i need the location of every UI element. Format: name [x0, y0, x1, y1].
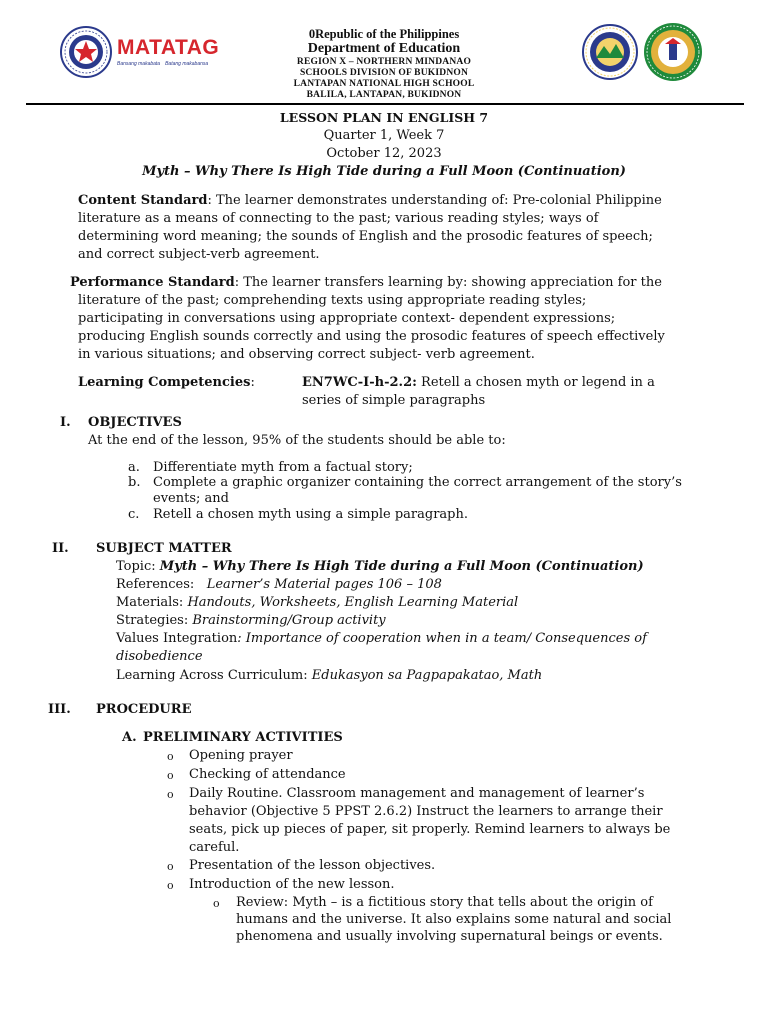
topic-title: – Why There Is High Tide during a Full Moon (Continuation): [197, 559, 644, 574]
topic-myth: Myth: [159, 559, 198, 574]
strategies-label: Strategies:: [116, 613, 193, 628]
objective-letter: c.: [128, 507, 140, 522]
quarter-week: Quarter 1, Week 7: [323, 128, 445, 143]
performance-standard: [70, 274, 700, 364]
objectives-numeral: I.: [60, 415, 71, 430]
header-department: Department of Education: [307, 41, 461, 56]
header-address: BALILA, LANTAPAN, BUKIDNON: [306, 90, 462, 100]
matatag-tagline-1: Bansang makabata: [117, 61, 161, 67]
objectives-intro: At the end of the lesson, 95% of the students should be able to:: [88, 433, 506, 448]
across-label: Learning Across Curriculum:: [116, 668, 312, 683]
references-label: References:: [116, 577, 207, 592]
header-division: SCHOOLS DIVISION OF BUKIDNON: [299, 68, 469, 78]
topic-label: Topic:: [116, 559, 160, 574]
values-integration: [116, 630, 700, 666]
header-divider: [26, 103, 744, 105]
school-seal-logo: [643, 22, 703, 82]
values-label: Values Integration: [116, 631, 238, 646]
lesson-topic-title: Myth – Why There Is High Tide during a Full Moon (Continuation): [142, 164, 626, 179]
bullet-icon: o: [213, 897, 220, 910]
activity-item: Daily Routine. Classroom management and management of learner’s behavior (Objective 5 PPST 2.6.2) Instruct the learners to arrange their seats, pick up pieces of paper, sit properly. Remind learners to always be careful.: [189, 786, 671, 855]
lesson-plan-title: LESSON PLAN IN ENGLISH 7: [279, 110, 489, 125]
review-definition: Review: Myth – is a fictitious story that tells about the origin of humans and the universe. It also explains some natural and social phenomena and usually involving supernatural beings or events.: [236, 895, 672, 944]
competency-code: EN7WC-I-h-2.2:: [302, 375, 417, 390]
bullet-icon: o: [167, 750, 174, 763]
objective-letter: a.: [128, 460, 140, 475]
materials-line: [116, 594, 518, 612]
bullet-icon: o: [167, 769, 174, 782]
preliminary-heading: PRELIMINARY ACTIVITIES: [143, 730, 343, 745]
performance-standard-line: literature of the past; comprehending texts using appropriate reading styles;: [78, 293, 587, 308]
header-republic: 0Republic of the Philippines: [308, 27, 460, 41]
lesson-date: October 12, 2023: [326, 146, 442, 161]
procedure-heading: PROCEDURE: [96, 702, 192, 717]
preliminary-letter: A.: [122, 730, 137, 745]
strategies-line: [116, 612, 386, 630]
performance-standard-line: participating in conversations using appropriate context- dependent expressions;: [78, 311, 616, 326]
matatag-wordmark: MATATAG: [117, 36, 220, 59]
bullet-icon: o: [167, 860, 174, 873]
header-school: LANTAPAN NATIONAL HIGH SCHOOL: [293, 79, 475, 89]
across-curriculum-line: [116, 667, 542, 685]
bullet-icon: o: [167, 788, 174, 801]
objectives-heading: OBJECTIVES: [88, 415, 182, 430]
performance-standard-line: in various situations; and observing correct subject- verb agreement.: [78, 347, 535, 362]
activity-item: Checking of attendance: [189, 767, 346, 782]
competency-text: Retell a chosen myth or legend in a: [416, 375, 655, 390]
competencies-label: Learning Competencies:: [78, 375, 255, 390]
values-value: disobedience: [116, 649, 203, 664]
performance-standard-line: : The learner transfers learning by: showing appreciation for the: [234, 275, 662, 290]
across-value: Edukasyon sa Pagpapakatao, Math: [311, 668, 543, 683]
topic-line: [116, 558, 644, 576]
references-line: [116, 576, 442, 594]
performance-standard-label: Performance Standard: [70, 275, 235, 290]
references-value: Learner’s Material pages 106 – 108: [206, 577, 442, 592]
materials-value: Handouts, Worksheets, English Learning Material: [187, 595, 519, 610]
content-standard-line: : The learner demonstrates understanding of: Pre-colonial Philippine: [207, 193, 662, 208]
content-standard: [78, 192, 700, 264]
competency: [302, 374, 700, 410]
procedure-numeral: III.: [48, 702, 71, 717]
activity-item: Introduction of the new lesson.: [189, 877, 395, 892]
competency-text: series of simple paragraphs: [302, 393, 486, 408]
values-value: : Importance of cooperation when in a team/ Consequences of: [237, 631, 647, 646]
objective-letter: b.: [128, 475, 141, 490]
materials-label: Materials:: [116, 595, 188, 610]
division-seal-logo: [582, 24, 638, 80]
content-standard-line: and correct subject-verb agreement.: [78, 247, 320, 262]
subject-matter-heading: SUBJECT MATTER: [96, 541, 232, 556]
objective-item: Retell a chosen myth using a simple paragraph.: [153, 507, 469, 522]
objective-item: Differentiate myth from a factual story;: [153, 460, 413, 475]
bullet-icon: o: [167, 879, 174, 892]
subject-matter-numeral: II.: [52, 541, 69, 556]
strategies-value: Brainstorming/Group activity: [192, 613, 386, 628]
matatag-tagline-2: Batang makabansa: [165, 61, 209, 67]
activity-item: Opening prayer: [189, 748, 293, 763]
content-standard-line: literature as a means of connecting to the past; various reading styles; ways of: [78, 211, 599, 226]
activity-item: Presentation of the lesson objectives.: [189, 858, 436, 873]
objective-item: Complete a graphic organizer containing the correct arrangement of the story’s events; and: [153, 475, 682, 506]
header-region: REGION X – NORTHERN MINDANAO: [296, 57, 472, 67]
performance-standard-line: producing English sounds correctly and using the prosodic features of speech effectively: [78, 329, 665, 344]
content-standard-line: determining word meaning; the sounds of English and the prosodic features of speech;: [78, 229, 653, 244]
content-standard-label: Content Standard: [78, 193, 208, 208]
